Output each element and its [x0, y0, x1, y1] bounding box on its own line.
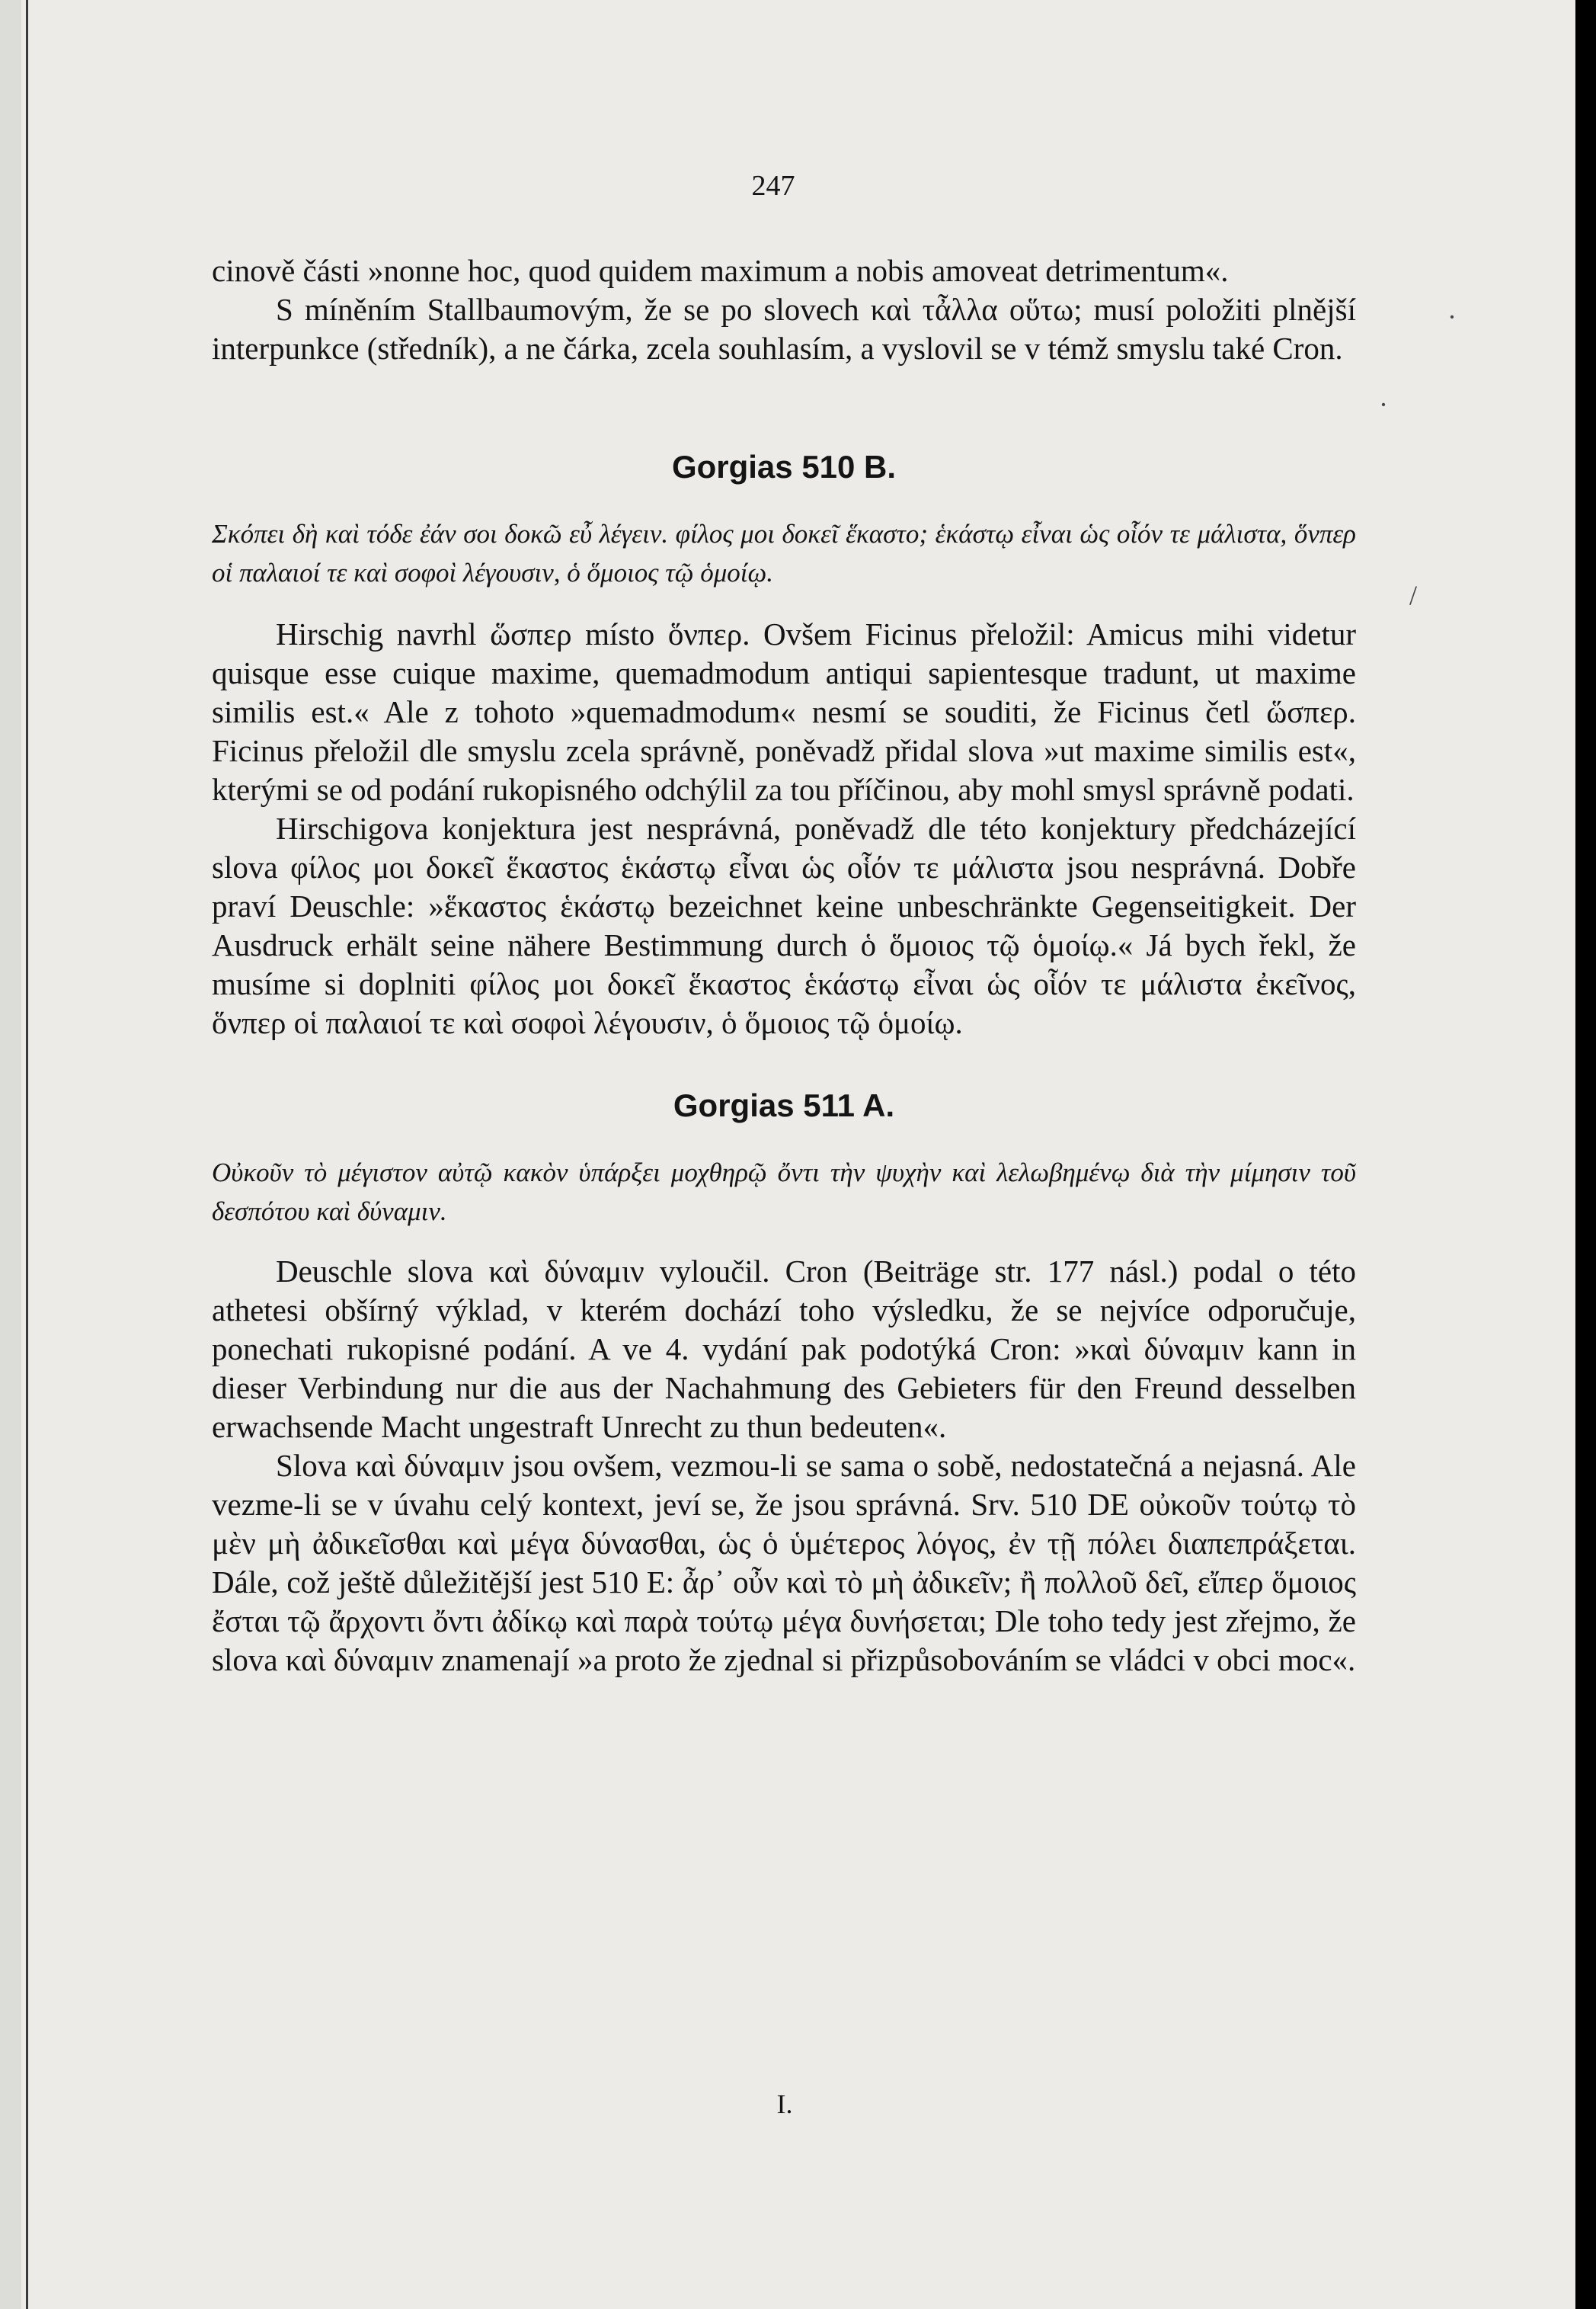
- paragraph-stallbaum: S míněním Stallbaumovým, že se po slovech καὶ τἆλλα οὕτω; musí položiti plnější interpunkce (středník), a ne čárka, zcela souhlasím, a vyslovil se v témž smyslu také Cron.: [212, 292, 1356, 366]
- section-heading-510b: Gorgias 510 B.: [671, 449, 897, 485]
- paragraph-dynamin: Slova καὶ δύναμιν jsou ovšem, vezmou-li se sama o sobě, nedostatečná a nejasná. Ale vezme-li se v úvahu celý kontext, jeví se, že jsou správná. Srv. 510 DE οὐκοῦν τούτῳ τὸ μὲν μὴ ἀδικεῖσθαι καὶ μέγα δύνασθαι, ὡς ὁ ὑμέτερος λόγος, ἐν τῇ πόλει διαπεπράξεται. Dále, což ještě důležitější jest 510 E: ἆρ᾿ οὖν καὶ τὸ μὴ ἀδικεῖν; ἢ πολλοῦ δεῖ, εἴπερ ὅμοιος ἔσται τῷ ἄρχοντι ὄντι ἀδίκῳ καὶ παρὰ τούτῳ μέγα δυνήσεται; Dle toho tedy jest zřejmo, že slova καὶ δύναμιν znamenají »a proto že zjednal si přizpůsobováním se vládci v obci moc«.: [212, 1448, 1356, 1677]
- page-number: 247: [751, 170, 795, 202]
- paragraph-deuschle: Deuschle slova καὶ δύναμιν vyloučil. Cron (Beiträge str. 177 násl.) podal o této athetesi obšírný výklad, v kterém dochází toho výsledku, že se nejvíce odporučuje, ponechati rukopisné podání. A ve 4. vydání pak podotýká Cron: »καὶ δύναμιν kann in dieser Verbindung nur die aus der Nachahmung des Gebieters für den Freund desselben erwachsende Macht ungestraft Unrecht zu thun bedeuten«.: [212, 1254, 1356, 1444]
- greek-quote-510b: Σκόπει δὴ καὶ τόδε ἐάν σοι δοκῶ εὖ λέγειν. φίλος μοι δοκεῖ ἕκαστο; ἑκάστῳ εἶναι ὡς οἷόν τε μάλιστα, ὅνπερ οἱ παλαιοί τε καὶ σοφοὶ λέγουσιν, ὁ ὅμοιος τῷ ὁμοίῳ.: [212, 519, 1356, 588]
- section-heading-511a: Gorgias 511 A.: [673, 1087, 895, 1123]
- margin-stroke-mark: /: [1409, 580, 1418, 610]
- margin-dot-mark: ·: [1447, 302, 1457, 332]
- paragraph-hirschig: Hirschig navrhl ὥσπερ místo ὅνπερ. Ovšem Ficinus přeložil: Amicus mihi videtur quisque esse cuique maxime, quemadmodum antiqui sapientesque tradunt, ut maxime similis est.« Ale z tohoto »quemadmodum« nesmí se souditi, že Ficinus četl ὥσπερ. Ficinus přeložil dle smyslu zcela správně, poněvadž přidal slova »ut maxime similis est«, kterými se od podání rukopisného odchýlil za tou příčinou, aby mohl smysl správně podati.: [212, 616, 1356, 807]
- page-gutter-shadow: [0, 0, 21, 2309]
- paragraph-konjektura: Hirschigova konjektura jest nesprávná, poněvadž dle této konjektury předcházející slova φίλος μοι δοκεῖ ἕκαστος ἑκάστῳ εἶναι ὡς οἷόν τε μάλιστα jsou nesprávná. Dobře praví Deuschle: »ἕκαστος ἑκάστῳ bezeichnet keine unbeschränkte Gegenseitigkeit. Der Ausdruck erhält seine nähere Bestimmung durch ὁ ὅμοιος τῷ ὁμοίῳ.« Já bych řekl, že musíme si doplniti φίλος μοι δοκεῖ ἕκαστος ἑκάστῳ εἶναι ὡς οἷόν τε μάλιστα ἐκεῖνος, ὅνπερ οἱ παλαιοί τε καὶ σοφοὶ λέγουσιν, ὁ ὅμοιος τῷ ὁμοίῳ.: [212, 811, 1356, 1040]
- margin-dot-mark: ·: [1379, 389, 1388, 420]
- greek-quote-511a: Οὐκοῦν τὸ μέγιστον αὐτῷ κακὸν ὑπάρξει μοχθηρῷ ὄντι τὴν ψυχὴν καὶ λελωβημένῳ διὰ τὴν μίμησιν τοῦ δεσπότου καὶ δύναμιν.: [212, 1158, 1356, 1226]
- page-body: [212, 251, 1356, 1680]
- footer-signature: I.: [776, 2089, 793, 2119]
- page-edge-line: [26, 0, 28, 2309]
- paragraph-continuation: cinově části »nonne hoc, quod quidem maximum a nobis amoveat detrimentum«.: [212, 253, 1229, 288]
